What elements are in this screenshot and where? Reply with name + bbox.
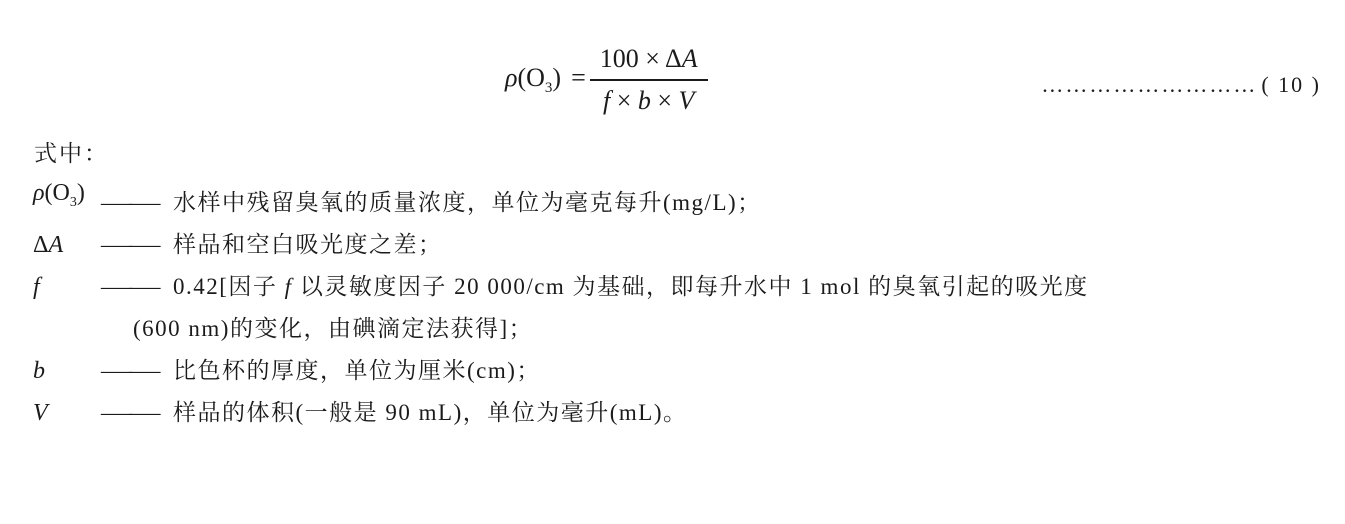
where-label: 式中： bbox=[34, 141, 109, 166]
a-variable: A bbox=[48, 231, 64, 258]
definition-dash: —— bbox=[101, 273, 158, 299]
definition-row-rho bbox=[33, 172, 1345, 224]
fraction-numerator bbox=[590, 44, 708, 79]
definition-dash: —— bbox=[101, 231, 158, 257]
definition-row-b bbox=[33, 350, 1345, 392]
b-variable: b bbox=[33, 357, 45, 384]
definition-dash: —— bbox=[101, 357, 158, 383]
definition-continuation: (600 nm)的变化，由碘滴定法获得]； bbox=[133, 315, 534, 341]
equation-block bbox=[0, 0, 1345, 132]
symbol-open: (O bbox=[44, 180, 70, 206]
numerator-coefficient: 100 × bbox=[599, 44, 665, 73]
symbol-rho-o3 bbox=[33, 172, 101, 224]
f-variable-inline: f bbox=[284, 273, 293, 299]
definition-text bbox=[173, 274, 1089, 299]
definition-text-part: 0.42[因子 bbox=[173, 273, 285, 299]
times-sign: × bbox=[610, 86, 638, 115]
symbol-close: ) bbox=[76, 180, 85, 206]
equals-sign: = bbox=[571, 62, 586, 92]
definition-row-f bbox=[33, 266, 1345, 350]
equation-lhs bbox=[505, 63, 590, 97]
symbol-f bbox=[33, 266, 101, 308]
definition-dash: —— bbox=[101, 189, 158, 215]
fraction-denominator bbox=[590, 79, 708, 116]
definition-text: 水样中残留臭氧的质量浓度，单位为毫克每升(mg/L)； bbox=[173, 189, 762, 215]
definition-row-v bbox=[33, 392, 1345, 434]
absorbance-variable: A bbox=[681, 44, 698, 73]
lhs-close: ) bbox=[552, 62, 562, 92]
symbol-subscript: 3 bbox=[69, 194, 77, 210]
symbol-delta-a bbox=[33, 224, 101, 266]
times-sign: × bbox=[650, 86, 679, 115]
f-variable: f bbox=[602, 86, 611, 115]
f-variable: f bbox=[33, 273, 40, 300]
equation-reference bbox=[1041, 72, 1321, 98]
delta-symbol: Δ bbox=[33, 231, 49, 258]
definition-row-delta-a bbox=[33, 224, 1345, 266]
lhs-subscript: 3 bbox=[544, 80, 553, 97]
equation-number: ( 10 ) bbox=[1261, 72, 1321, 97]
definition-text: 比色杯的厚度，单位为厘米(cm)； bbox=[173, 357, 541, 383]
lhs-open: (O bbox=[517, 62, 545, 92]
leader-dots: ……………………… bbox=[1041, 72, 1258, 97]
symbol-b bbox=[33, 350, 101, 392]
fraction bbox=[590, 44, 708, 116]
definition-text-part: 以灵敏度因子 20 000/cm 为基础，即每升水中 1 mol 的臭氧引起的吸光度 bbox=[292, 273, 1089, 299]
delta-symbol: Δ bbox=[665, 44, 682, 73]
v-variable: V bbox=[33, 399, 48, 426]
symbol-v bbox=[33, 392, 101, 434]
b-variable: b bbox=[637, 86, 651, 115]
definition-text: 样品的体积(一般是 90 mL)，单位为毫升(mL)。 bbox=[173, 399, 688, 425]
definition-text: 样品和空白吸光度之差； bbox=[173, 231, 443, 257]
v-variable: V bbox=[678, 86, 695, 115]
rho-symbol: ρ bbox=[33, 180, 45, 206]
definition-dash: —— bbox=[101, 399, 158, 425]
rho-symbol: ρ bbox=[505, 62, 518, 92]
definition-list bbox=[33, 172, 1345, 434]
equation-formula bbox=[505, 44, 708, 116]
